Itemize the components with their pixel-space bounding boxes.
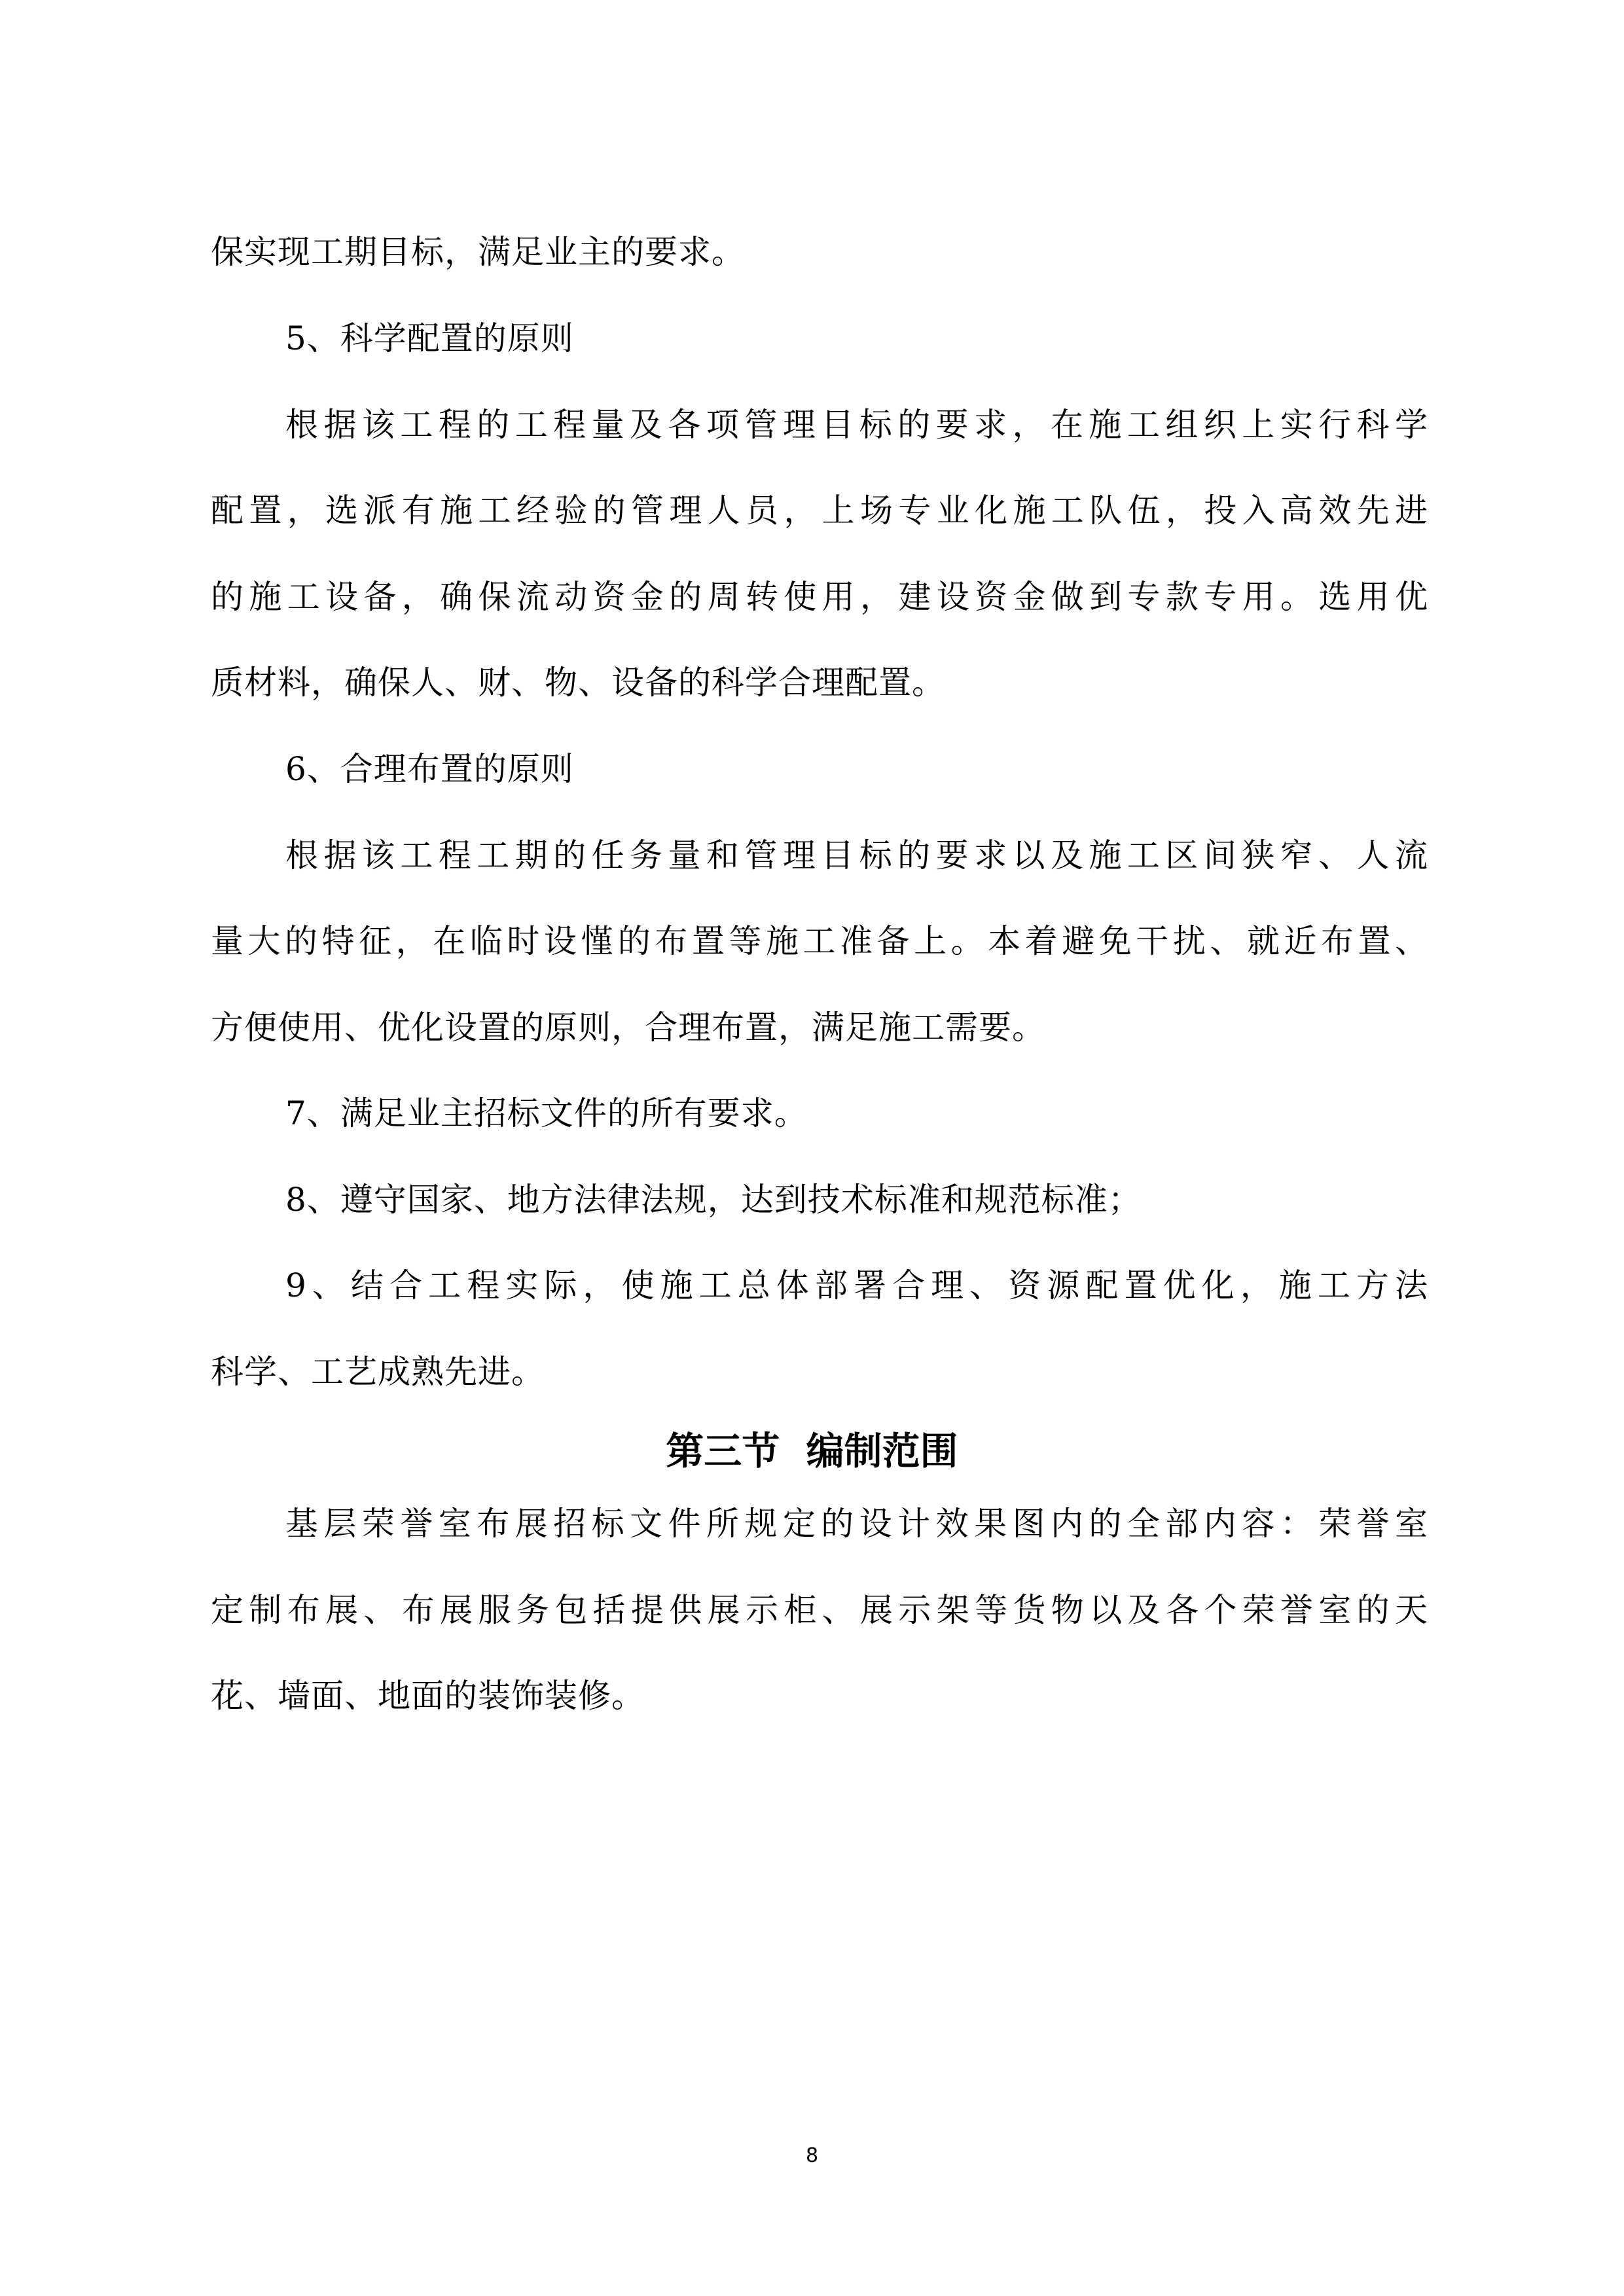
paragraph-line: 的施工设备，确保流动资金的周转使用，建设资金做到专款专用。选用优 [211, 578, 1428, 616]
principle-7-item: 7、满足业主招标文件的所有要求。 [285, 1094, 808, 1132]
paragraph-line: 科学、工艺成熟先进。 [211, 1353, 545, 1391]
scope-line: 定制布展、布展服务包括提供展示柜、展示架等货物以及各个荣誉室的天 [211, 1591, 1428, 1629]
paragraph-line: 根据该工程工期的任务量和管理目标的要求以及施工区间狭窄、人流 [285, 836, 1428, 874]
paragraph-line: 质材料，确保人、财、物、设备的科学合理配置。 [211, 664, 945, 702]
section-heading: 第三节 编制范围 [666, 1429, 958, 1473]
principle-5-heading: 5、科学配置的原则 [285, 319, 574, 357]
principle-9-item: 9、结合工程实际，使施工总体部署合理、资源配置优化，施工方法 [285, 1266, 1428, 1304]
principle-6-heading: 6、合理布置的原则 [285, 750, 574, 788]
page-number: 8 [805, 2144, 819, 2167]
paragraph-line: 根据该工程的工程量及各项管理目标的要求，在施工组织上实行科学 [285, 406, 1428, 444]
paragraph-line: 配置，选派有施工经验的管理人员，上场专业化施工队伍，投入高效先进 [211, 492, 1428, 529]
principle-8-item: 8、遵守国家、地方法律法规，达到技术标准和规范标准； [285, 1181, 1142, 1219]
paragraph-line: 保实现工期目标，满足业主的要求。 [211, 233, 745, 271]
paragraph-line: 量大的特征，在临时设慬的布置等施工准备上。本着避免干扰、就近布置、 [211, 922, 1428, 960]
scope-line: 花、墙面、地面的装饰装修。 [211, 1677, 645, 1715]
paragraph-line: 方便使用、优化设置的原则，合理布置，满足施工需要。 [211, 1009, 1045, 1047]
scope-line: 基层荣誉室布展招标文件所规定的设计效果图内的全部内容：荣誉室 [285, 1505, 1428, 1543]
